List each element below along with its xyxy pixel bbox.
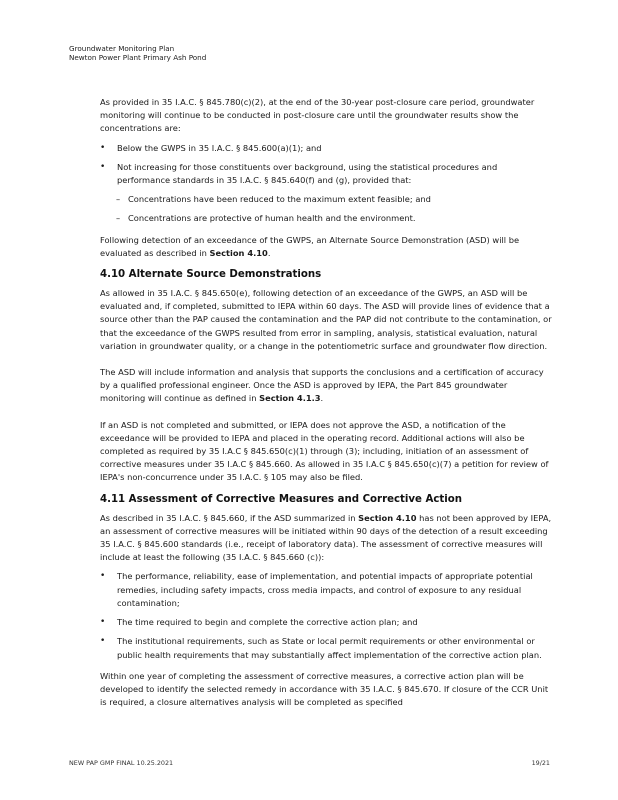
section-ref: Section 4.10 [209, 247, 268, 258]
section-ref: Section 4.10 [358, 512, 417, 523]
bullet-item-institutional: • The institutional requirements, such as State or local permit requirements or other environmental or public health requirements that may substantially affect implementation of the corrective action plan. [100, 635, 552, 661]
dash-item-protective: – Concentrations are protective of human health and the environment. [100, 212, 552, 225]
section-ref: Section 4.1.3 [259, 393, 321, 404]
heading-4-11: 4.11 Assessment of Corrective Measures and Corrective Action [100, 493, 463, 505]
bullet-item-gwps: • Below the GWPS in 35 I.A.C. § 845.600(a)(1); and [100, 142, 552, 155]
footer-document-id: NEW PAP GMP FINAL 10.25.2021 [69, 759, 174, 767]
dash-list-provisions [100, 193, 552, 225]
header-title: Groundwater Monitoring Plan [69, 44, 175, 53]
paragraph-asd-certification: The ASD will include information and analysis that supports the conclusions and a certification of accuracy by a qualified professional engineer. Once the ASD is approved by IEPA, the Part 845 groundwater monitoring will continue as defined in Section 4.1.3. [100, 367, 544, 404]
heading-4-10: 4.10 Alternate Source Demonstrations [100, 269, 322, 281]
bullet-item-time: • The time required to begin and complete the corrective action plan; and [100, 616, 552, 629]
page-body [100, 96, 552, 709]
paragraph-post-closure: As provided in 35 I.A.C. § 845.780(c)(2), at the end of the 30-year post-closure care period, groundwater monitoring will continue to be conducted in post-closure care until the groundwater results show the concentrations are: [100, 97, 535, 134]
bullet-list-conditions [100, 142, 552, 188]
paragraph-asd-intro: Following detection of an exceedance of the GWPS, an Alternate Source Demonstration (ASD) will be evaluated as described in Section 4.10. [100, 234, 520, 258]
bullet-list-assessment [100, 570, 552, 661]
running-header [69, 44, 206, 63]
bullet-item-performance: • The performance, reliability, ease of implementation, and potential impacts of appropriate potential remedies, including safety impacts, cross media impacts, and control of exposure to any residual contamination; [100, 570, 552, 610]
paragraph-corrective-measures: As described in 35 I.A.C. § 845.660, if the ASD summarized in Section 4.10 has not been approved by IEPA, an assessment of corrective measures will be initiated within 90 days of the detection of a result exceeding 35 I.A.C. § 845.600 standards (i.e., receipt of laboratory data). The assessment of corrective measures will include at least the following (35 I.A.C. § 845.660 (c)): [100, 512, 552, 563]
bullet-item-not-increasing: • Not increasing for those constituents over background, using the statistical procedures and performance standards in 35 I.A.C. § 845.640(f) and (g), provided that: [100, 161, 552, 187]
paragraph-asd-not-completed: If an ASD is not completed and submitted, or IEPA does not approve the ASD, a notification of the exceedance will be provided to IEPA and placed in the operating record. Additional actions will also be completed as required by 35 I.A.C § 845.650(c)(1) through (3); including, initiation of an assessment of corrective measures under 35 I.A.C § 845.660. As allowed in 35 I.A.C § 845.650(c)(7) a petition for review of IEPA's non-concurrence under 35 I.A.C. § 105 may also be filed. [100, 419, 549, 483]
header-subtitle: Newton Power Plant Primary Ash Pond [69, 53, 207, 63]
paragraph-corrective-action-plan: Within one year of completing the assessment of corrective measures, a corrective action plan will be developed to identify the selected remedy in accordance with 35 I.A.C. § 845.670. If closure of the CCR Unit is required, a closure alternatives analysis will be completed as specified [100, 670, 549, 708]
page-footer [69, 759, 550, 767]
dash-item-reduced: – Concentrations have been reduced to the maximum extent feasible; and [100, 193, 552, 206]
paragraph-asd-allowed: As allowed in 35 I.A.C. § 845.650(e), following detection of an exceedance of the GWPS, an ASD will be evaluated and, if completed, submitted to IEPA within 60 days. The ASD will provide lines of evidence that a source other than the PAP caused the contamination and the PAP did not contribute to the contamination, or that the exceedance of the GWPS resulted from error in sampling, analysis, statistical evaluation, natural variation in groundwater quality, or a change in the potentiometric surface and groundwater flow direction. [100, 288, 552, 351]
page-number: 19/21 [531, 759, 550, 767]
